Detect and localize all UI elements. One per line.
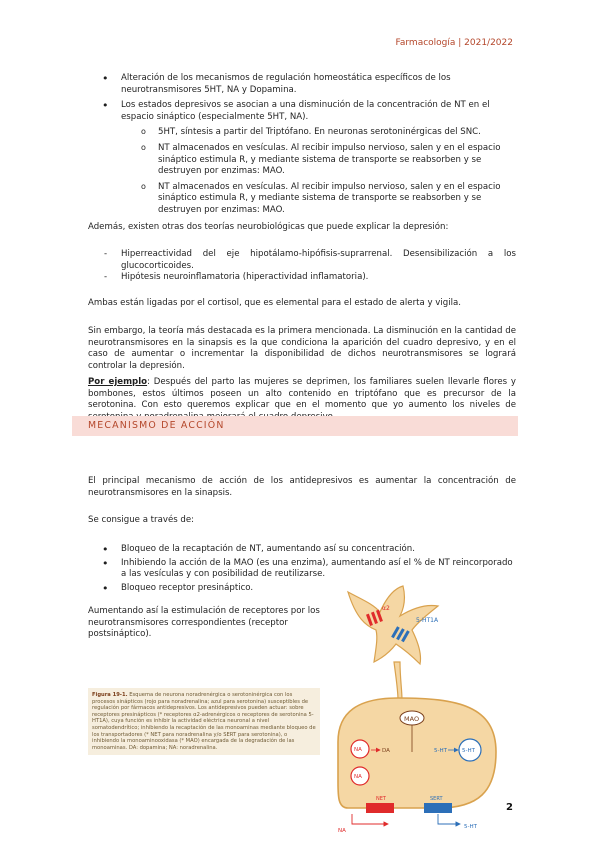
list-item: • Alteración de los mecanismos de regulación homeostática específicos de los neurotransmisores 5HT, NA y Dopamina.	[88, 73, 518, 96]
dash-list	[88, 249, 516, 284]
net-label: NET	[376, 796, 386, 802]
ejemplo-text: : Después del parto las mujeres se deprimen, los familiares suelen llevarle flores y bombones, estos últimos poseen un alto contenido en triptófano que es precursor de la serotonina. Con esto queremos explicar que en el momento que yo aumento los niveles de	[88, 377, 516, 411]
na-bottom-label: NA	[338, 828, 346, 834]
bullet-list-alteraciones	[88, 73, 518, 221]
vesicle-na-label-1: NA	[354, 747, 362, 753]
paragraph-mecanismo: El principal mecanismo de acción de los antidepresivos es aumentar la concentración de neurotransmisores en la sinapsis.	[88, 476, 516, 498]
sub-list-item: o NT almacenados en vesículas. Al recibir impulso nervioso, salen y en el espacio sináptico estimula R, y mediante sistema de transporte se reabsorben y se destruyen por enzimas: MAO.	[88, 182, 518, 217]
paragraph-cortisol: Ambas están ligadas por el cortisol, que es elemental para el estado de alerta y vigila.	[88, 298, 462, 308]
paragraph-aumentando: Aumentando así la estimulación de receptores por los neurotransmisores correspondientes (receptor postsináptico).	[88, 606, 320, 640]
ht1a-label: 5-HT1A	[416, 617, 439, 624]
5ht-label: 5-HT	[434, 748, 447, 754]
page-header: Farmacología | 2021/2022	[395, 38, 513, 48]
paragraph-teorias: Además, existen otras dos teorías neurobiológicas que puede explicar la depresión:	[88, 222, 449, 232]
list-item: • Inhibiendo la acción de la MAO (es una enzima), aumentando así el % de NT reincorporado a las vesículas y con posibilidad de reutilizarse.	[88, 558, 518, 581]
figure-caption-label: Figura 19-1.	[92, 692, 128, 698]
5ht-bottom-label: 5-HT	[464, 824, 477, 830]
sub-list-item: o 5HT, síntesis a partir del Triptófano. En neuronas serotoninérgicas del SNC.	[88, 127, 518, 139]
dash-item: - Hiperreactividad del eje hipotálamo-hipófisis-suprarrenal. Desensibilización a los glucocorticoides.	[88, 249, 516, 272]
sert-label: SERT	[430, 796, 443, 802]
dash-item: - Hipótesis neuroinflamatoria (hiperactividad inflamatoria).	[88, 272, 516, 284]
sub-list-item: o NT almacenados en vesículas. Al recibir impulso nervioso, salen y en el espacio sináptico estimula R, y mediante sistema de transporte se reabsorben y se destruyen por enzimas: MAO.	[88, 143, 518, 178]
ejemplo-label: Por ejemplo	[88, 377, 148, 387]
section-title: MECANISMO DE ACCIÓN	[88, 420, 225, 431]
sert-transporter	[424, 803, 452, 813]
mao-label: MAO	[404, 715, 420, 723]
vesicle-5ht-label: 5-HT	[462, 748, 475, 754]
vesicle-na-label-2: NA	[354, 774, 362, 780]
alpha2-label: α2	[382, 605, 390, 612]
page-number: 2	[506, 802, 513, 813]
net-transporter	[366, 803, 394, 813]
list-item: • Bloqueo de la recaptación de NT, aumentando así su concentración.	[88, 544, 518, 556]
neuron-diagram	[318, 582, 518, 834]
da-label: DA	[382, 748, 390, 754]
paragraph-consigue: Se consigue a través de:	[88, 515, 195, 525]
list-item: • Los estados depresivos se asocian a una disminución de la concentración de NT en el espacio sináptico (especialmente 5HT, NA).	[88, 100, 518, 123]
axon	[394, 662, 402, 700]
figure-caption	[88, 688, 320, 755]
figure-caption-text: Esquema de neurona noradrenérgica o serotoninérgica con los procesos sinápticos (rojo para noradrenalina; azul para serotonina) susceptibles de regulación por fármacos antidepresivos. Los antidepresivos pueden actuar: sobre receptores presinápticos (* receptores α2-adrenérgicos o receptores de serotonina 5-HT1A), cuya función es inhibir la actividad eléctrica neuronal a nivel somatodendrítico; inhibiendo la recaptación de las monoaminas mediante bloqueo de los transportadores (* NET para noradrenalina y/o SERT para serotonina), o inhibiendo la monoaminooxidasa (* MAO) encargada de la degradación de las monoaminas. DA: dopamina; NA: noradrenalina.	[92, 692, 316, 751]
upper-neuron	[348, 586, 438, 664]
paragraph-teoria-destacada: Sin embargo, la teoría más destacada es la primera mencionada. La disminución en la cantidad de neurotransmisores en la sinapsis es la que condiciona la aparición del cuadro depresivo, y en el caso de aumentar o incrementar la disponibilidad de dichos neurotransmisores se logrará controlar la depresión.	[88, 326, 516, 371]
list-item: • Bloqueo receptor presináptico.	[88, 583, 518, 595]
